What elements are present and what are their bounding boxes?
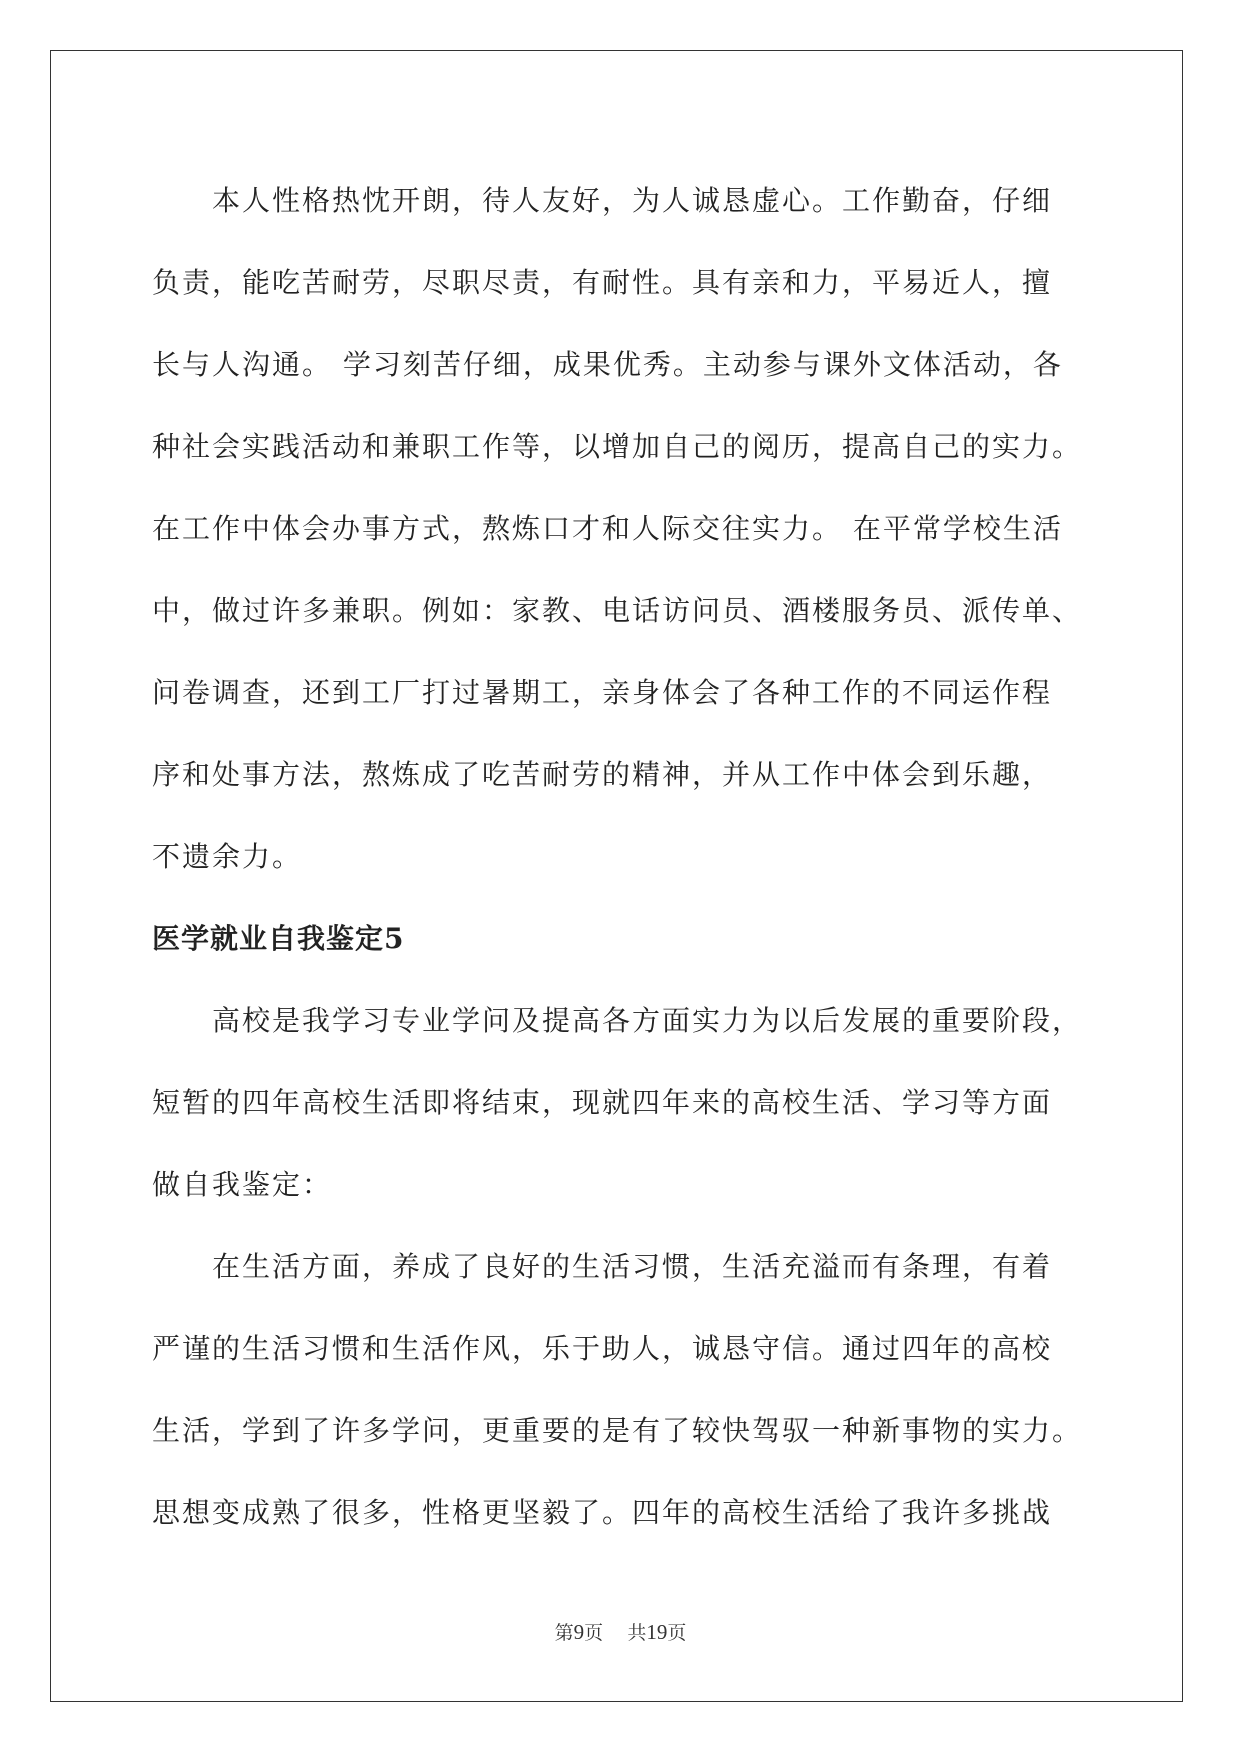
total-pages: 19 (646, 1620, 668, 1644)
paragraph-life (152, 1226, 1090, 1554)
text-line: 中，做过许多兼职。例如：家教、电话访问员、酒楼服务员、派传单、 (152, 594, 1083, 627)
paragraph-character (152, 160, 1090, 898)
text-line: 长与人沟通。 学习刻苦仔细，成果优秀。主动参与课外文体活动，各 (152, 348, 1063, 381)
document-body (152, 160, 1090, 1554)
text-line: 在生活方面，养成了良好的生活习惯，生活充溢而有条理，有着 (152, 1250, 1053, 1283)
text-line: 高校是我学习专业学问及提高各方面实力为以后发展的重要阶段， (152, 1004, 1083, 1037)
page-number: 9 (573, 1620, 585, 1644)
text-line: 序和处事方法，熬炼成了吃苦耐劳的精神，并从工作中体会到乐趣， (152, 758, 1053, 791)
total-prefix: 共 (627, 1622, 647, 1644)
text-line: 负责，能吃苦耐劳，尽职尽责，有耐性。具有亲和力，平易近人，擅 (152, 266, 1053, 299)
page-footer (0, 1618, 1241, 1645)
page-prefix: 第 (554, 1622, 574, 1644)
text-line: 在工作中体会办事方式，熬炼口才和人际交往实力。 在平常学校生活 (152, 512, 1063, 545)
text-line: 不遗余力。 (152, 840, 303, 873)
text-line: 问卷调查，还到工厂打过暑期工，亲身体会了各种工作的不同运作程 (152, 676, 1053, 709)
text-line: 思想变成熟了很多，性格更坚毅了。四年的高校生活给了我许多挑战 (152, 1496, 1053, 1529)
text-line: 做自我鉴定： (152, 1168, 333, 1201)
text-line: 生活，学到了许多学问，更重要的是有了较快驾驭一种新事物的实力。 (152, 1414, 1083, 1447)
paragraph-intro (152, 980, 1090, 1226)
text-line: 严谨的生活习惯和生活作风，乐于助人，诚恳守信。通过四年的高校 (152, 1332, 1053, 1365)
total-suffix: 页 (667, 1622, 687, 1644)
text-line: 种社会实践活动和兼职工作等，以增加自己的阅历，提高自己的实力。 (152, 430, 1083, 463)
page-suffix: 页 (584, 1622, 604, 1644)
text-line: 本人性格热忱开朗，待人友好，为人诚恳虚心。工作勤奋，仔细 (152, 184, 1053, 217)
section-heading: 医学就业自我鉴定5 (152, 922, 405, 955)
text-line: 短暂的四年高校生活即将结束，现就四年来的高校生活、学习等方面 (152, 1086, 1053, 1119)
